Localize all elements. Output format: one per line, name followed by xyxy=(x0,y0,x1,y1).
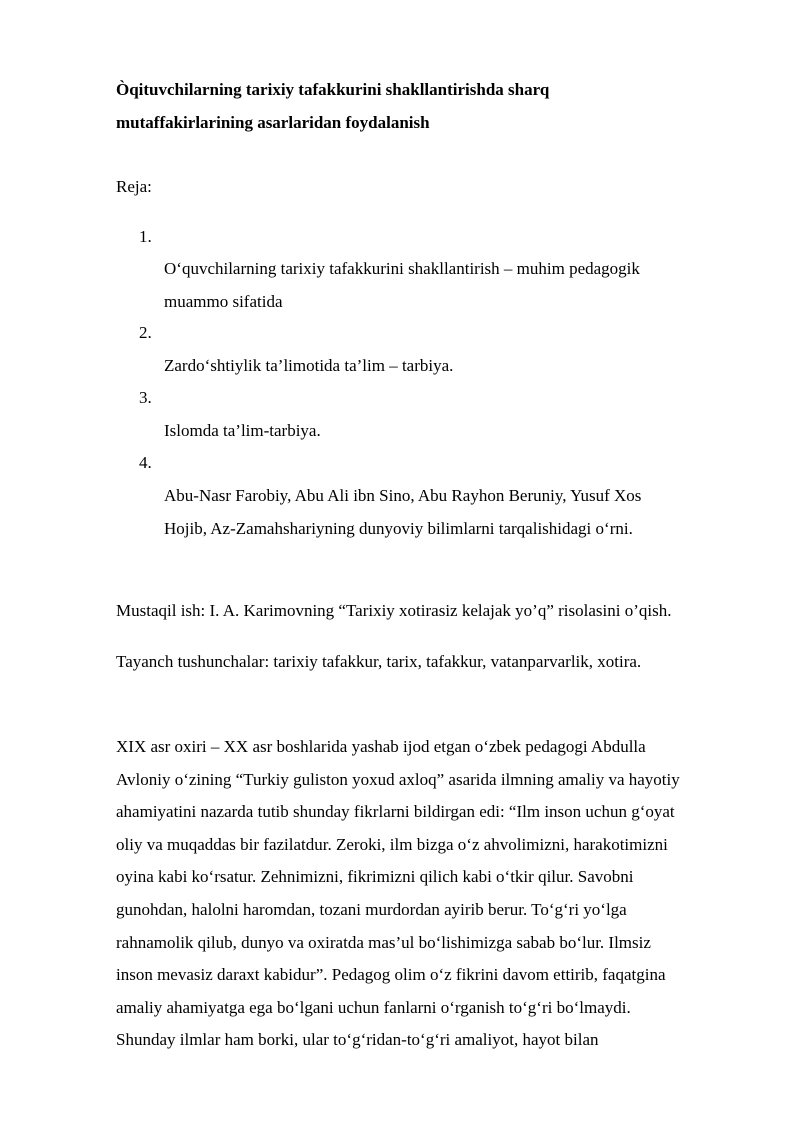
body-line: inson mevasiz daraxt kabidur”. Pedagog olim o‘z fikrini davom ettirib, faqatgina xyxy=(116,965,666,985)
plan-item-number: 4. xyxy=(139,453,152,472)
title-line: mutaffakirlarining asarlaridan foydalanish xyxy=(116,113,430,132)
independent-work: Mustaqil ish: I. A. Karimovning “Tarixiy xotirasiz kelajak yo’q” risolasini o’qish. xyxy=(116,601,672,620)
plan-item-line: Hojib, Az-Zamahshariyning dunyoviy bilimlarni tarqalishidagi o‘rni. xyxy=(164,518,633,538)
body-line: oyina kabi ko‘rsatur. Zehnimizni, fikrimizni qilich kabi o‘tkir qilur. Savobni xyxy=(116,867,634,887)
key-concepts: Tayanch tushunchalar: tarixiy tafakkur, tarix, tafakkur, vatanparvarlik, xotira. xyxy=(116,652,642,671)
document-title xyxy=(116,73,716,139)
plan-item-text xyxy=(164,350,724,383)
plan-item-text xyxy=(164,253,724,318)
body-line: XIX asr oxiri – XX asr boshlarida yashab ijod etgan o‘zbek pedagogi Abdulla xyxy=(116,737,646,756)
body-line: ahamiyatini nazarda tutib shunday fikrlarni bildirgan edi: “Ilm inson uchun g‘oyat xyxy=(116,802,675,822)
body-line: rahnamolik qilub, dunyo va oxiratda mas’ul bo‘lishimizga sabab bo‘lur. Ilmsiz xyxy=(116,932,651,952)
body-line: Avloniy o‘zining “Turkiy guliston yoxud axloq” asarida ilmning amaliy va hayotiy xyxy=(116,769,680,789)
body-line: amaliy ahamiyatga ega bo‘lgani uchun fanlarni o‘rganish to‘g‘ri bo‘lmaydi. xyxy=(116,997,631,1017)
plan-heading: Reja: xyxy=(116,177,152,196)
plan-item-number: 3. xyxy=(139,388,152,407)
plan-item-line: Zardo‘shtiylik ta’limotida ta’lim – tarbiya. xyxy=(164,356,454,375)
plan-item-line: muammo sifatida xyxy=(164,291,283,311)
plan-item-line: O‘quvchilarning tarixiy tafakkurini shakllantirish – muhim pedagogik xyxy=(164,259,640,278)
plan-item-text xyxy=(164,480,724,545)
plan-item-number: 2. xyxy=(139,323,152,342)
plan-item-line: Islomda ta’lim-tarbiya. xyxy=(164,421,321,440)
title-line: Òqituvchilarning tarixiy tafakkurini shakllantirishda sharq xyxy=(116,80,550,99)
plan-item-line: Abu-Nasr Farobiy, Abu Ali ibn Sino, Abu Rayhon Beruniy, Yusuf Xos xyxy=(164,486,642,505)
body-paragraph xyxy=(116,731,756,1057)
body-line: gunohdan, halolni haromdan, tozani murdordan ayirib berur. To‘g‘ri yo‘lga xyxy=(116,899,627,919)
plan-item-number: 1. xyxy=(139,227,152,246)
body-line: Shunday ilmlar ham borki, ular to‘g‘ridan-to‘g‘ri amaliyot, hayot bilan xyxy=(116,1030,599,1050)
body-line: oliy va muqaddas bir fazilatdur. Zeroki, ilm bizga o‘z ahvolimizni, harakotimizni xyxy=(116,834,668,854)
plan-item-text xyxy=(164,415,724,448)
